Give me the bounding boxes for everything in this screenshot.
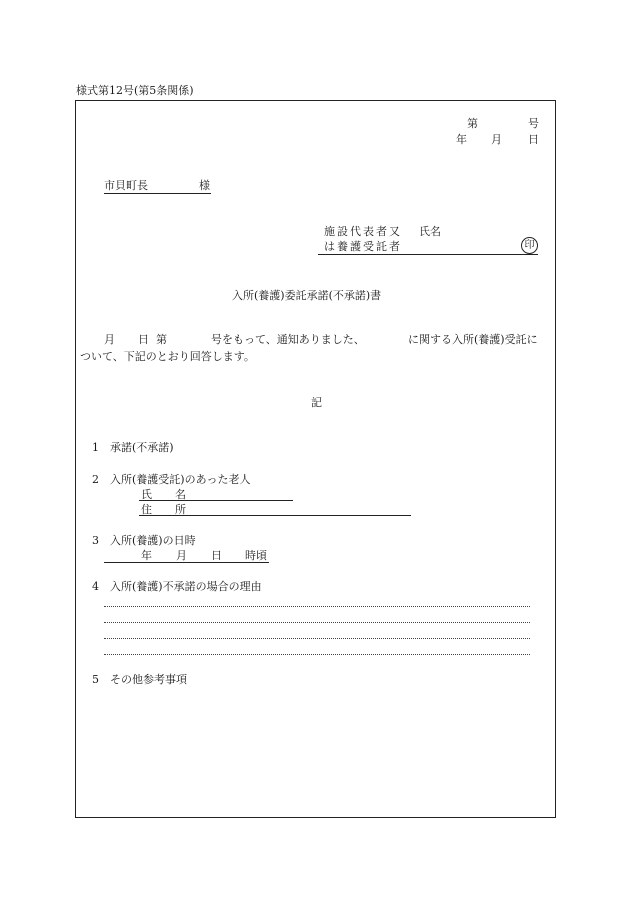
item-3-text: 入所(養護)の日時 [110,534,196,547]
form-number-label: 様式第12号(第5条関係) [76,84,194,97]
body-text-3: ついて、下記のとおり回答します。 [80,350,255,363]
body-day: 日 [138,333,149,346]
item-3-datetime-line [104,562,269,563]
date-year: 年 [456,133,467,146]
item-3-day: 日 [211,549,222,562]
date-day: 日 [528,133,539,146]
item-1-number: 1 [92,441,99,454]
body-number-prefix: 第 [156,333,167,346]
item-4-text: 入所(養護)不承諾の場合の理由 [110,580,262,593]
ki-heading: 記 [311,396,322,409]
reason-dotted-line-1 [104,606,530,607]
sender-underline [318,254,538,255]
seal-mark: 印 [521,237,538,254]
reason-dotted-line-2 [104,622,530,623]
item-2-address-label-b: 所 [175,503,186,516]
document-number-prefix: 第 [467,117,478,130]
sender-label-line2: は養護受託者 [324,240,402,253]
item-2-name-line [139,500,293,501]
item-2-name-label-b: 名 [175,488,186,501]
item-3-year: 年 [141,549,152,562]
body-text-2: に関する入所(養護)受託に [408,333,538,346]
addressee-honorific: 様 [199,179,210,192]
item-3-month: 月 [176,549,187,562]
item-2-address-label-a: 住 [141,503,152,516]
sender-name-label: 氏名 [419,225,441,238]
item-3-time: 時頃 [245,549,267,562]
reason-dotted-line-3 [104,638,530,639]
item-2-text: 入所(養護受託)のあった老人 [110,473,251,486]
body-text-1: 号をもって、通知ありました、 [211,333,365,346]
item-2-address-line [139,515,411,516]
document-title: 入所(養護)委託承諾(不承諾)書 [232,289,382,302]
item-5-number: 5 [92,673,99,686]
item-2-name-label-a: 氏 [141,488,152,501]
body-month: 月 [104,333,115,346]
item-2-number: 2 [92,473,99,486]
item-4-number: 4 [92,580,99,593]
addressee-line [104,180,211,194]
addressee-title: 市貝町長 [104,179,148,192]
document-number-suffix: 号 [528,117,539,130]
reason-dotted-line-4 [104,654,530,655]
form-frame [75,100,556,818]
item-1-text: 承諾(不承諾) [110,441,174,454]
item-3-number: 3 [92,534,99,547]
sender-label-line1: 施設代表者又 [324,225,402,238]
date-month: 月 [491,133,502,146]
item-5-text: その他参考事項 [110,673,187,686]
